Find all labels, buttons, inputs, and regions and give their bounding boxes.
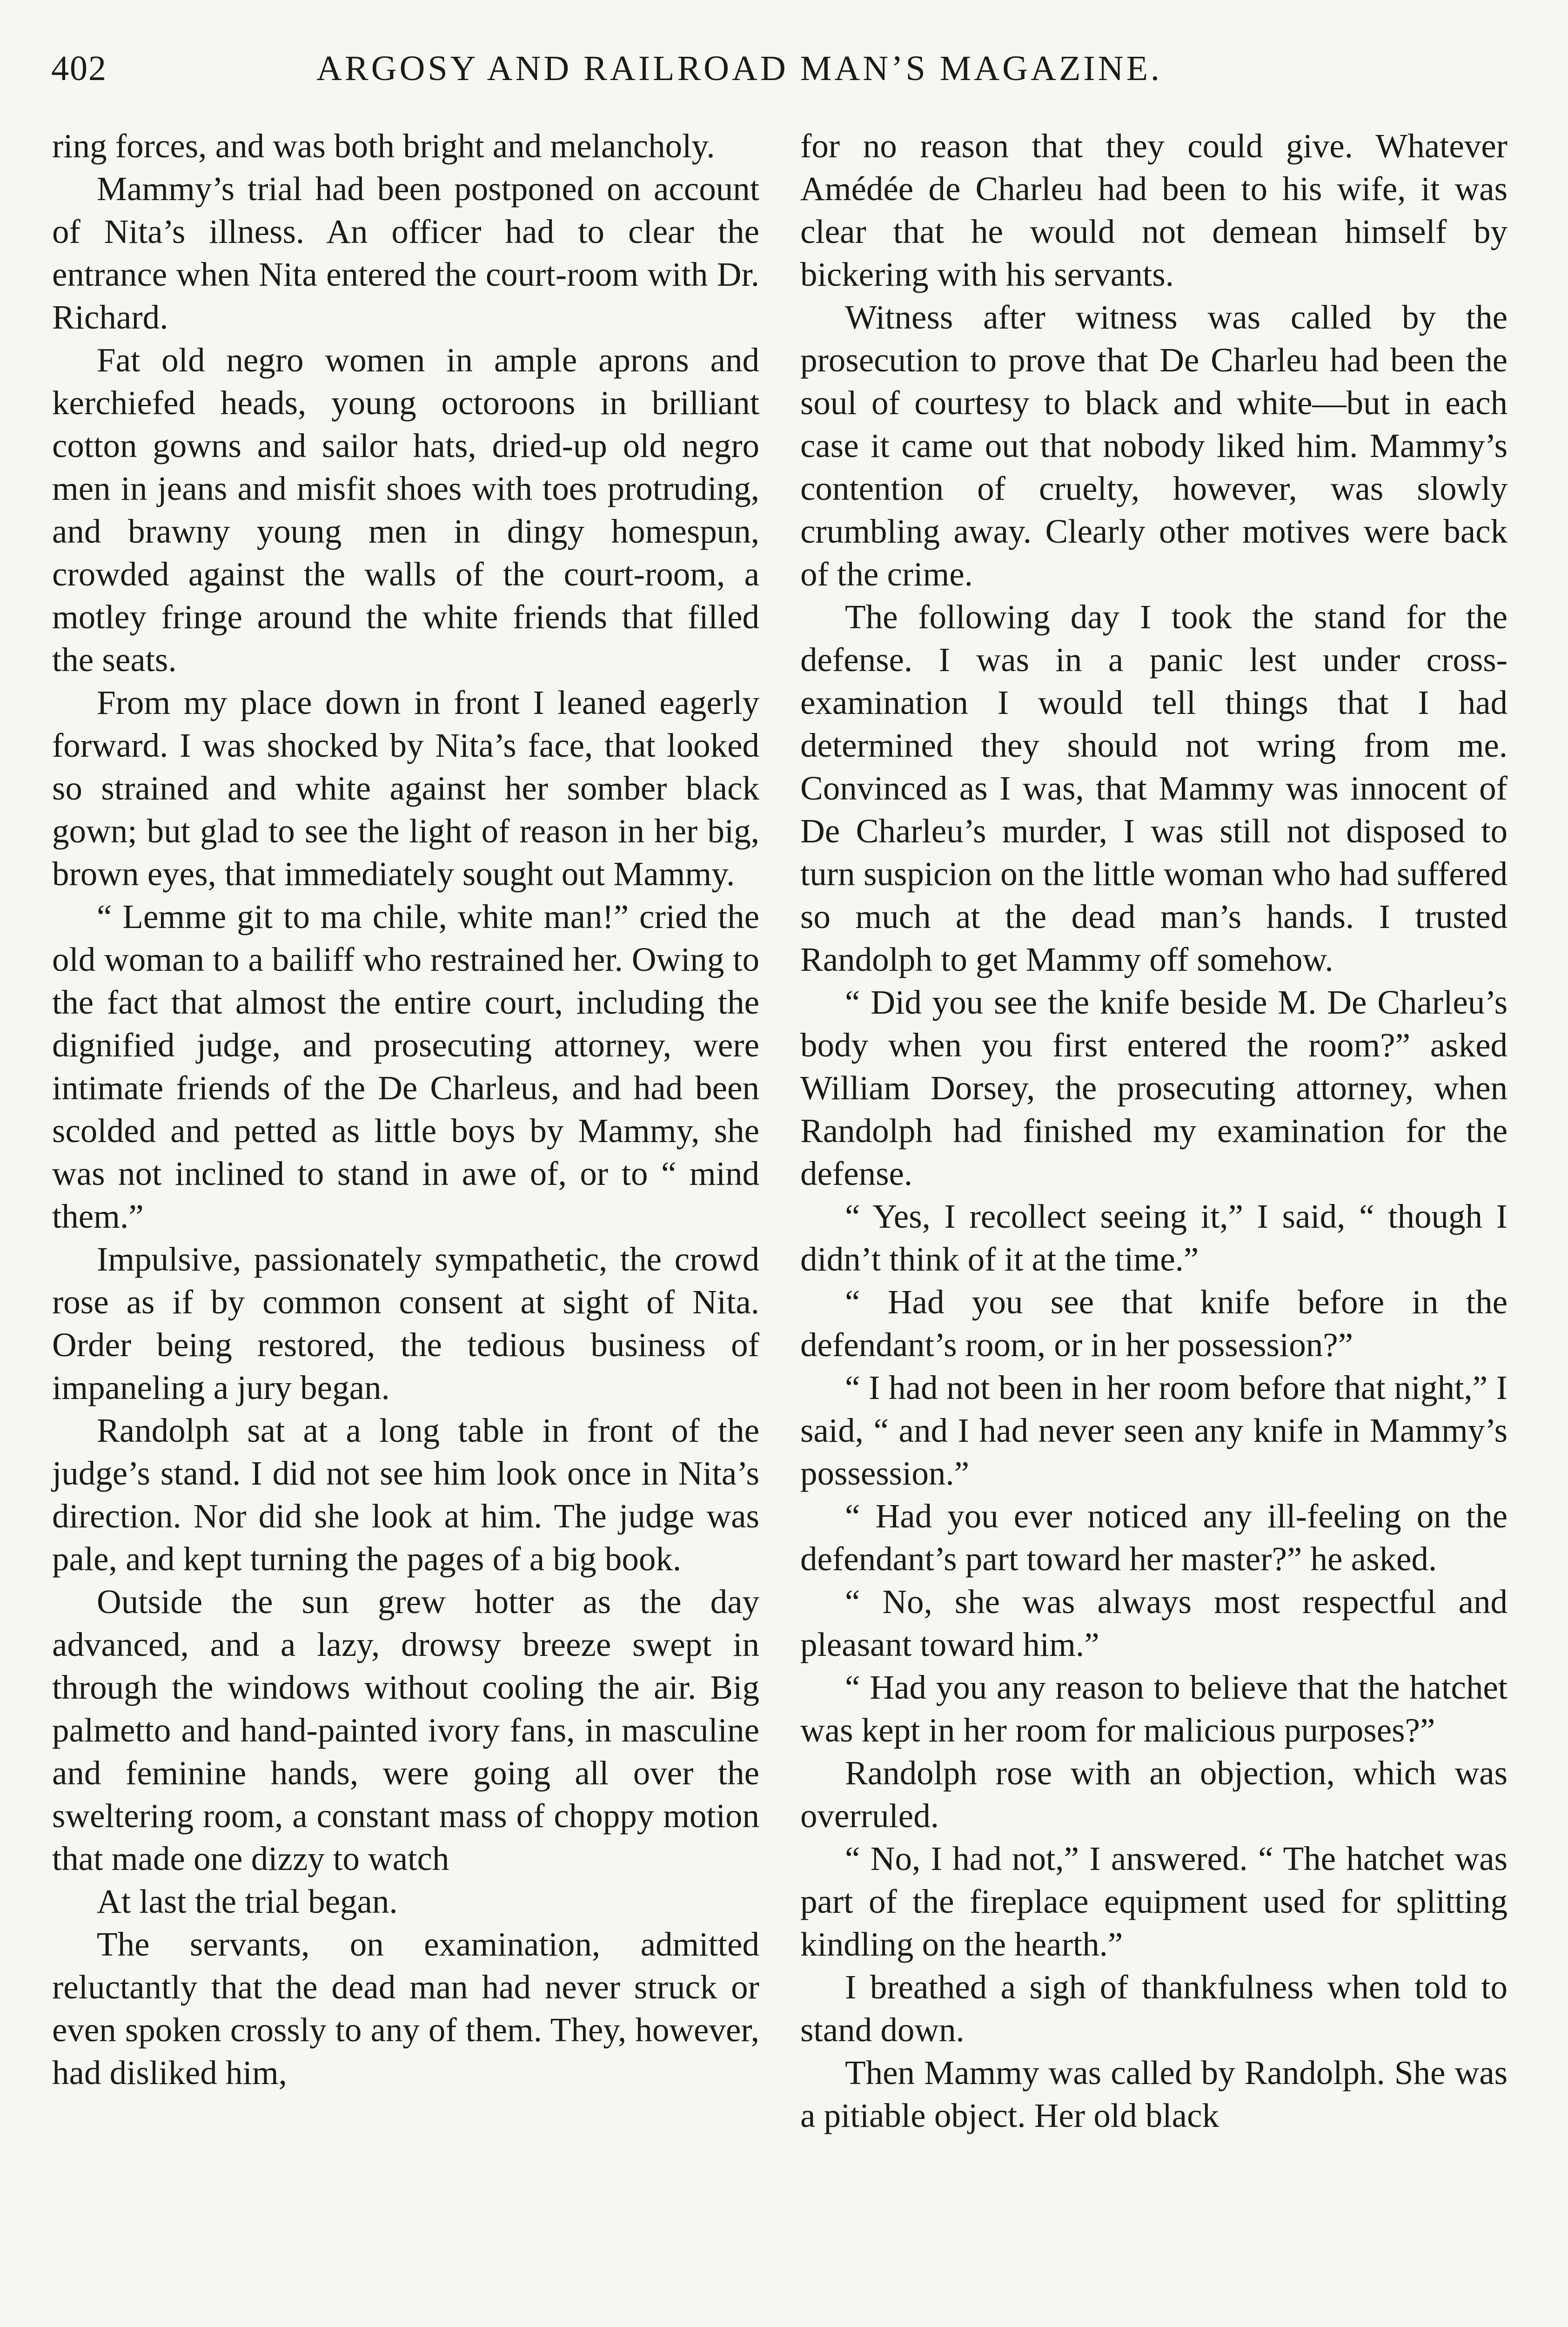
paragraph: “ Lemme git to ma chile, white man!” cried the old woman to a bailiff who restrained her. Owing to the fact that almost the entire court, including the dignified judge, and prosecuting attorney, were intimate friends of the De Charleus, and had been scolded and petted as little boys by Mammy, she was not inclined to stand in awe of, or to “ mind them.” — [52, 898, 759, 1235]
paragraph: Impulsive, passionately sympathetic, the crowd rose as if by common consent at sight of Nita. Order being restored, the tedious business of impaneling a jury began. — [52, 1240, 759, 1406]
paragraph: Fat old negro women in ample aprons and kerchiefed heads, young octoroons in brilliant cotton gowns and sailor hats, dried-up old negro men in jeans and misfit shoes with toes protruding, and brawny young men in dingy homespun, crowded against the walls of the court-room, a motley fringe around the white friends that filled the seats. — [52, 341, 759, 679]
left-column — [52, 125, 759, 2094]
paragraph: The following day I took the stand for the defense. I was in a panic lest under cross-examination I would tell things that I had determined they should not wring from me. Convinced as I was, that Mammy was innocent of De Charleu’s murder, I was still not disposed to turn suspicion on the little woman who had suffered so much at the dead man’s hands. I trusted Randolph to get Mammy off somehow. — [800, 598, 1508, 978]
paragraph: Randolph sat at a long table in front of the judge’s stand. I did not see him look once in Nita’s direction. Nor did she look at him. The judge was pale, and kept turning the pages of a big book. — [52, 1412, 759, 1578]
paragraph: “ Did you see the knife beside M. De Charleu’s body when you first entered the room?” asked William Dorsey, the prosecuting attorney, when Randolph had finished my examination for the defense. — [800, 983, 1508, 1192]
paragraph: Witness after witness was called by the prosecution to prove that De Charleu had been the soul of courtesy to black and white—but in each case it came out that nobody liked him. Mammy’s contention of cruelty, however, was slowly crumbling away. Clearly other motives were back of the crime. — [800, 298, 1508, 593]
paragraph: “ No, she was always most respectful and pleasant toward him.” — [800, 1583, 1508, 1663]
page-number: 402 — [51, 49, 107, 88]
paragraph: The servants, on examination, admitted reluctantly that the dead man had never struck or even spoken crossly to any of them. They, however, had disliked him, — [52, 1925, 759, 2092]
paragraph: Outside the sun grew hotter as the day advanced, and a lazy, drowsy breeze swept in through the windows without cooling the air. Big palmetto and hand-painted ivory fans, in masculine and feminine hands, were going all over the sweltering room, a constant mass of choppy motion that made one dizzy to watch — [52, 1583, 759, 1877]
paragraph: ring forces, and was both bright and melancholy. — [52, 127, 715, 165]
paragraph: “ I had not been in her room before that night,” I said, “ and I had never seen any knife in Mammy’s possession.” — [800, 1369, 1508, 1492]
paragraph: From my place down in front I leaned eagerly forward. I was shocked by Nita’s face, that looked so strained and white against her somber black gown; but glad to see the light of reason in her big, brown eyes, that immediately sought out Mammy. — [52, 684, 759, 893]
paragraph: Then Mammy was called by Randolph. She was a pitiable object. Her old black — [800, 2054, 1508, 2134]
paragraph: Randolph rose with an objection, which was overruled. — [800, 1754, 1508, 1835]
right-column — [800, 125, 1508, 2137]
paragraph: for no reason that they could give. Whatever Amédée de Charleu had been to his wife, it was clear that he would not demean himself by bickering with his servants. — [800, 127, 1508, 293]
paragraph: “ Had you any reason to believe that the hatchet was kept in her room for malicious purposes?” — [800, 1668, 1508, 1749]
paragraph: “ Had you ever noticed any ill-feeling on the defendant’s part toward her master?” he asked. — [800, 1497, 1508, 1578]
page-header — [51, 43, 1521, 94]
paragraph: At last the trial began. — [97, 1883, 398, 1920]
paragraph: I breathed a sigh of thankfulness when told to stand down. — [800, 1968, 1508, 2049]
paragraph: “ Yes, I recollect seeing it,” I said, “ though I didn’t think of it at the time.” — [800, 1197, 1508, 1278]
paragraph: Mammy’s trial had been postponed on account of Nita’s illness. An officer had to clear the entrance when Nita entered the court-room with Dr. Richard. — [52, 170, 759, 336]
paragraph: “ No, I had not,” I answered. “ The hatchet was part of the fireplace equipment used for splitting kindling on the hearth.” — [800, 1840, 1508, 1963]
running-title: ARGOSY AND RAILROAD MAN’S MAGAZINE. — [316, 49, 1162, 88]
paragraph: “ Had you see that knife before in the defendant’s room, or in her possession?” — [800, 1283, 1508, 1364]
